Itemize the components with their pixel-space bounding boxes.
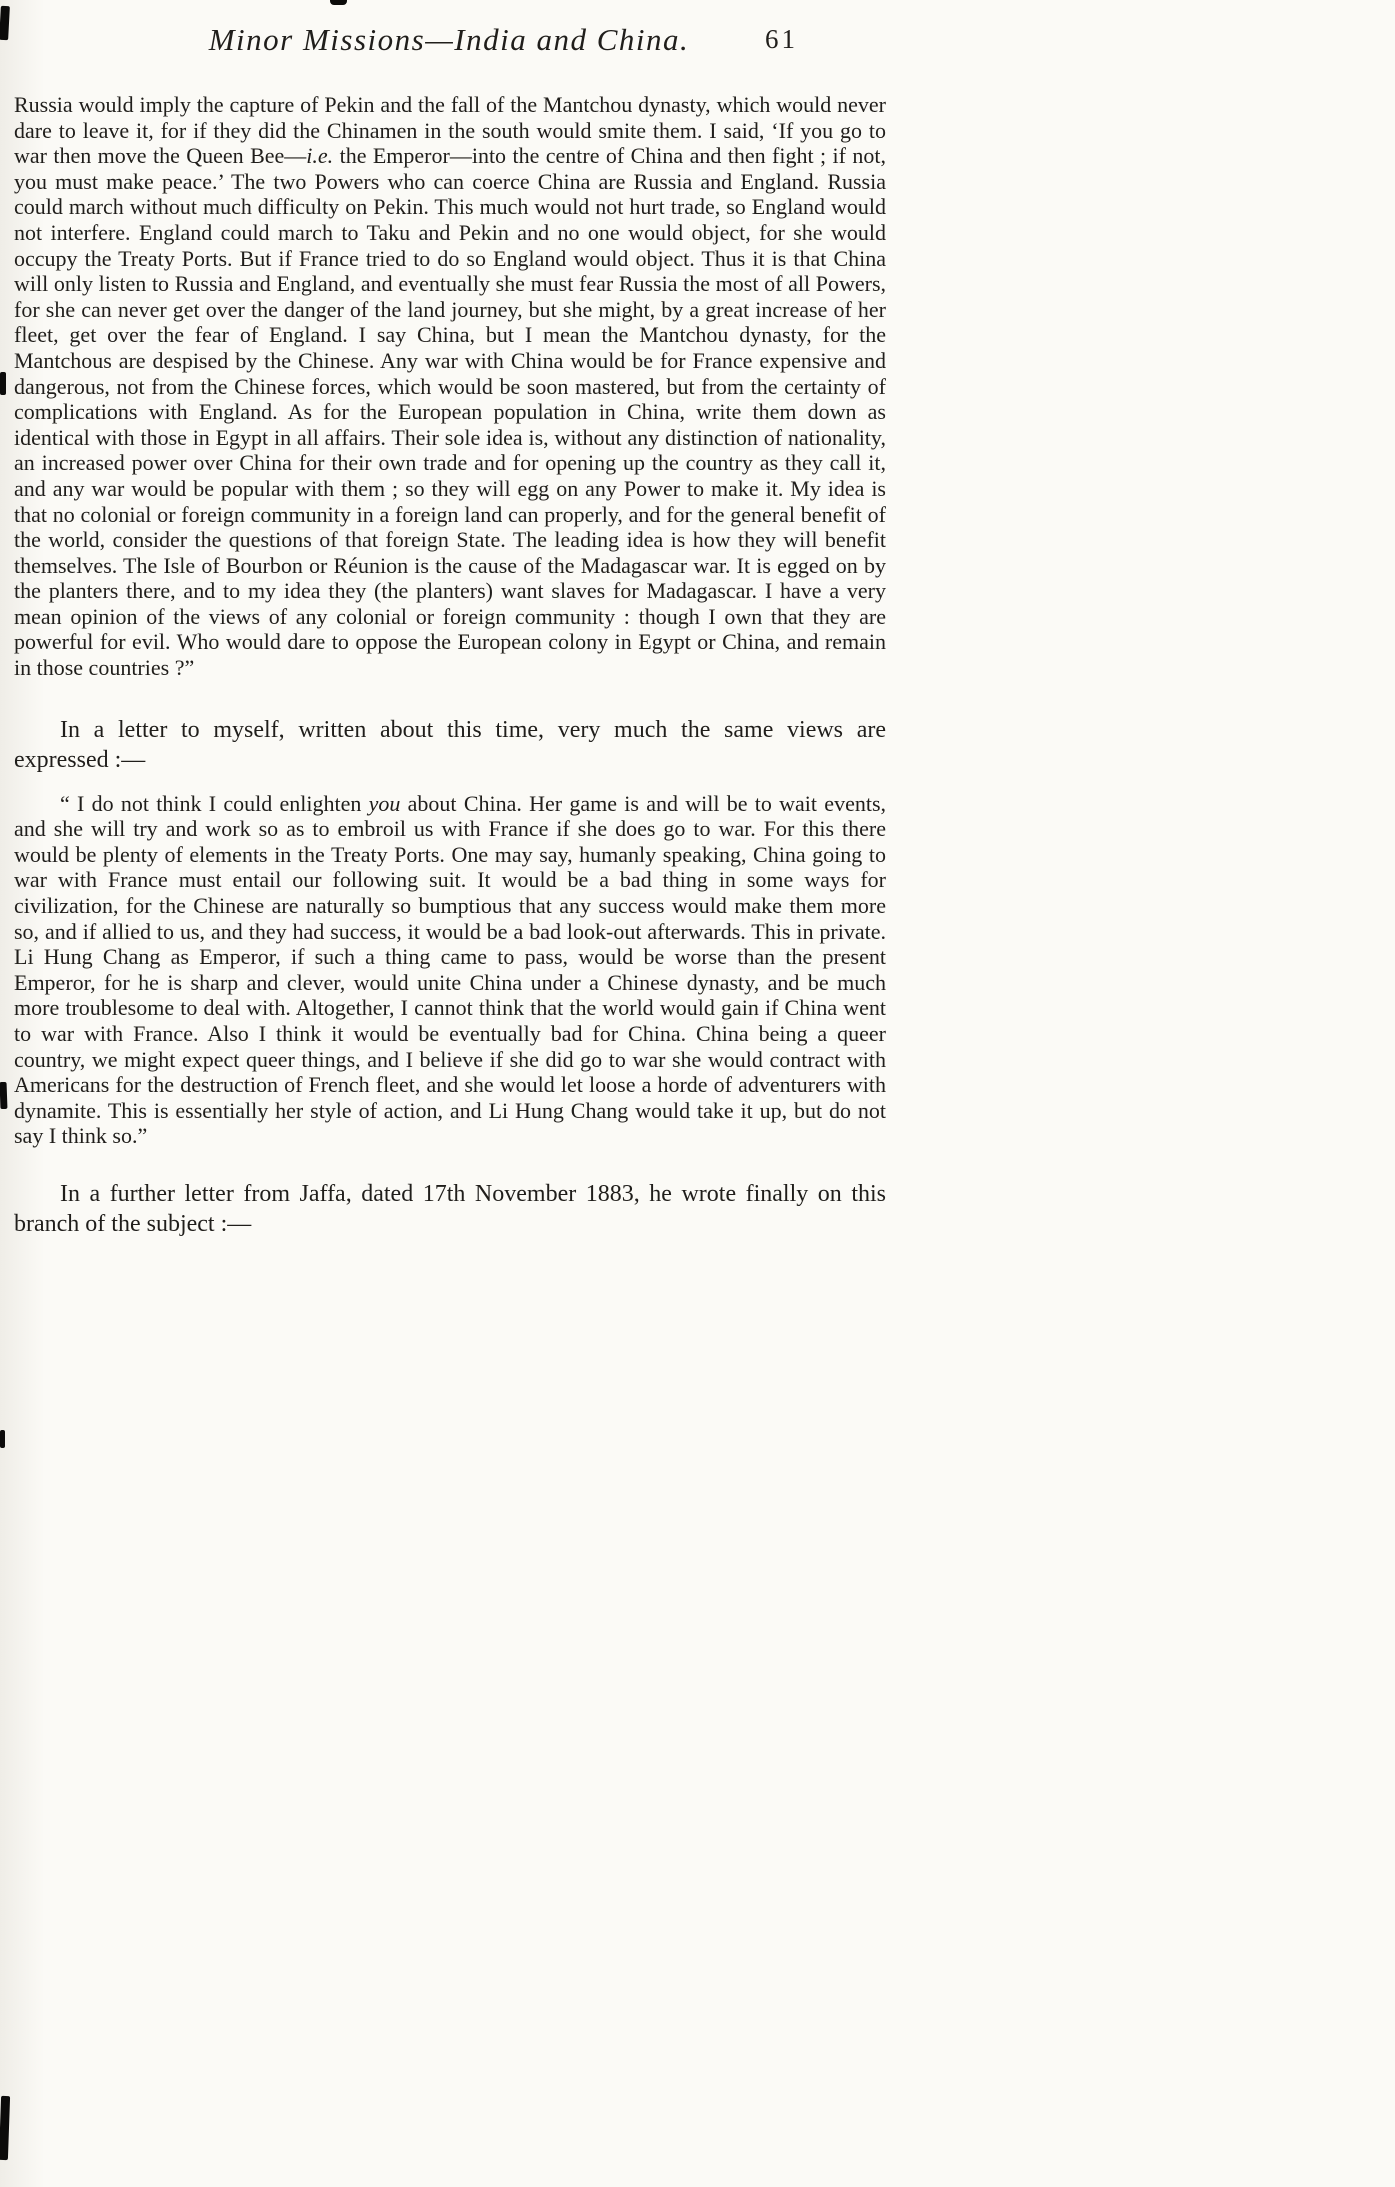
body-text: “ I do not think I could enlighten [60, 790, 369, 816]
running-header [14, 22, 884, 70]
paragraph-quoted-letter-2 [14, 791, 886, 1149]
paragraph-narrative-2 [14, 1179, 886, 1239]
body-text: In a further letter from Jaffa, dated 17th November 1883, he wrote finally on this branch of the subject :— [14, 1180, 886, 1237]
italic-text: i.e. [306, 143, 334, 169]
scan-artifact [0, 1082, 7, 1109]
body-text: In a letter to myself, written about this time, very much the same views are expressed :— [14, 716, 886, 773]
scan-artifact [0, 1430, 5, 1448]
body-text: the Emperor—into the centre of China and then fight ; if not, you must make peace.’ The two Powers who can coerce China are Russia and England. Russia could march without much difficulty on Pekin. This much would not hurt trade, so England would not interfere. England could march to Taku and Pekin and no one would object, for she would occupy the Treaty Ports. But if France tried to do so England would object. Thus it is that China will only listen to Russia and England, and eventually she must fear Russia the most of all Powers, for she can never get over the danger of the land journey, but she might, by a great increase of her fleet, get over the fear of England. I say China, but I mean the Mantchou dynasty, for the Mantchous are despised by the Chinese. Any war with China would be for France expensive and dangerous, not from the Chinese forces, which would be soon mastered, but from the certainty of complications with England. As for the European population in China, write them down as identical with those in Egypt in all affairs. Their sole idea is, without any distinction of nationality, an increased power over China for their own trade and for opening up the country as they call it, and any war would be popular with them ; so they will egg on any Power to make it. My idea is that no colonial or foreign community in a foreign land can properly, and for the general benefit of the world, consider the questions of that foreign State. The leading idea is how they will benefit themselves. The Isle of Bourbon or Réunion is the cause of the Madagascar war. It is egged on by the planters there, and to my idea they (the planters) want slaves for Madagascar. I have a very mean opinion of the views of any colonial or foreign community : though I own that they are powerful for evil. Who would dare to oppose the European colony in Egypt or China, and remain in those countries ?” [14, 143, 886, 681]
scan-artifact [330, 0, 347, 5]
scan-artifact [0, 2096, 10, 2160]
page-header-title: Minor Missions—India and China. [208, 22, 690, 57]
italic-text: you [368, 790, 401, 816]
page-number: 61 [765, 24, 798, 54]
paragraph-narrative-1 [14, 715, 886, 775]
page-body [14, 92, 886, 1239]
body-text: about China. Her game is and will be to wait events, and she will try and work so as to embroil us with France if she does go to war. For this there would be plenty of elements in the Treaty Ports. One may say, humanly speaking, China going to war with France must entail our following suit. It would be a bad thing in some ways for civilization, for the Chinese are naturally so bumptious that any success would make them more so, and if allied to us, and they had success, it would be a bad look-out afterwards. This in private. Li Hung Chang as Emperor, if such a thing came to pass, would be worse than the present Emperor, for he is sharp and clever, would unite China under a Chinese dynasty, and be much more troublesome to deal with. Altogether, I cannot think that the world would gain if China went to war with France. Also I think it would be eventually bad for China. China being a queer country, we might expect queer things, and I believe if she did go to war she would contract with Americans for the destruction of French fleet, and she would let loose a horde of adventurers with dynamite. This is essentially her style of action, and Li Hung Chang would take it up, but do not say I think so.” [14, 790, 887, 1149]
paragraph-quoted-letter-continuation [14, 92, 886, 681]
body-text: Russia would imply the capture of Pekin and the fall of the Mantchou dynasty, which would never dare to leave it, for if they did the Chinamen in the south would smite them. I said, ‘If you go to war then move the Queen Bee— [14, 92, 886, 169]
scan-artifact [0, 6, 10, 40]
scan-artifact [0, 372, 6, 395]
